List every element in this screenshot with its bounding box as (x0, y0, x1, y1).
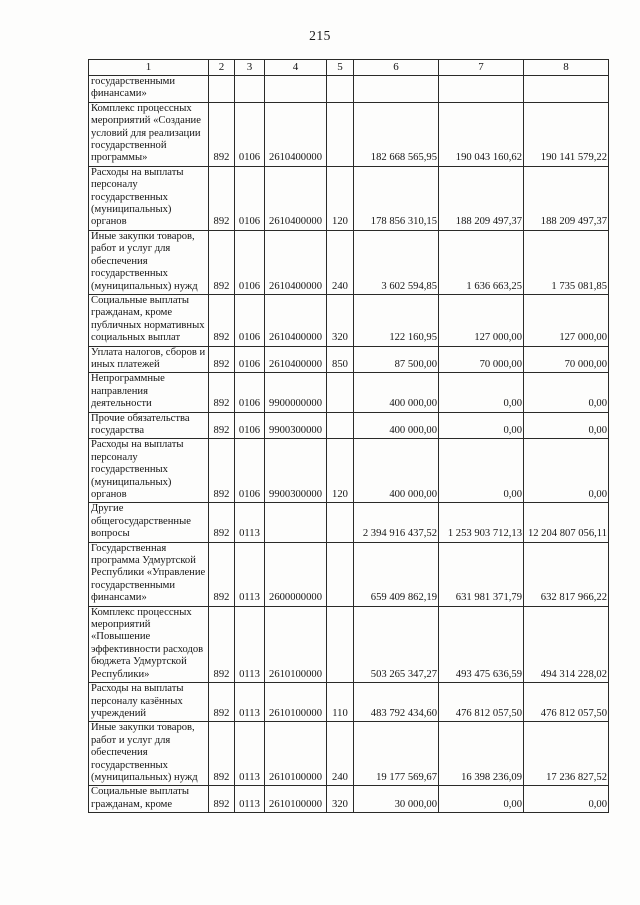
row-label-cell: Расходы на выплаты персоналу государственных (муниципальных) органов (89, 439, 209, 503)
row-label-cell: Непрограммные направления деятельности (89, 373, 209, 412)
expense-type-code-cell (327, 412, 354, 439)
section-code-cell: 0113 (235, 503, 265, 542)
section-code-cell: 0106 (235, 346, 265, 373)
amount-year1-cell: 400 000,00 (354, 439, 439, 503)
target-item-code-cell: 9900300000 (265, 439, 327, 503)
table-row (89, 76, 609, 103)
table-row (89, 102, 609, 166)
amount-year1-cell: 3 602 594,85 (354, 230, 439, 294)
amount-year1-cell: 87 500,00 (354, 346, 439, 373)
row-label-cell: Иные закупки товаров, работ и услуг для обеспечения государственных (муниципальных) нужд (89, 230, 209, 294)
row-label-cell: Социальные выплаты гражданам, кроме (89, 786, 209, 813)
target-item-code-cell: 2610400000 (265, 102, 327, 166)
amount-year3-cell: 70 000,00 (524, 346, 609, 373)
amount-year2-cell (439, 76, 524, 103)
target-item-code-cell (265, 76, 327, 103)
target-item-code-cell: 9900000000 (265, 373, 327, 412)
amount-year1-cell: 483 792 434,60 (354, 683, 439, 722)
table-row (89, 294, 609, 346)
section-code-cell: 0113 (235, 722, 265, 786)
section-code-cell: 0113 (235, 542, 265, 606)
section-code-cell: 0113 (235, 786, 265, 813)
table-row (89, 346, 609, 373)
section-code-cell: 0113 (235, 606, 265, 682)
amount-year2-cell: 70 000,00 (439, 346, 524, 373)
row-label-cell: Уплата налогов, сборов и иных платежей (89, 346, 209, 373)
target-item-code-cell: 2610100000 (265, 606, 327, 682)
table-row (89, 230, 609, 294)
column-header-4: 4 (265, 60, 327, 76)
column-header-5: 5 (327, 60, 354, 76)
amount-year3-cell: 494 314 228,02 (524, 606, 609, 682)
amount-year2-cell: 0,00 (439, 786, 524, 813)
amount-year3-cell: 17 236 827,52 (524, 722, 609, 786)
amount-year1-cell: 400 000,00 (354, 373, 439, 412)
page-number: 215 (309, 28, 331, 43)
amount-year1-cell: 400 000,00 (354, 412, 439, 439)
amount-year2-cell: 476 812 057,50 (439, 683, 524, 722)
grbs-code-cell: 892 (209, 294, 235, 346)
amount-year2-cell: 190 043 160,62 (439, 102, 524, 166)
section-code-cell: 0106 (235, 294, 265, 346)
table-row (89, 542, 609, 606)
grbs-code-cell: 892 (209, 786, 235, 813)
row-label-cell: Государственная программа Удмуртской Республики «Управление государственными финансами» (89, 542, 209, 606)
expense-type-code-cell (327, 102, 354, 166)
target-item-code-cell (265, 503, 327, 542)
amount-year3-cell: 0,00 (524, 786, 609, 813)
grbs-code-cell: 892 (209, 230, 235, 294)
amount-year2-cell: 188 209 497,37 (439, 166, 524, 230)
table-row (89, 166, 609, 230)
amount-year1-cell: 659 409 862,19 (354, 542, 439, 606)
target-item-code-cell: 2610400000 (265, 230, 327, 294)
row-label-cell: Социальные выплаты гражданам, кроме публичных нормативных социальных выплат (89, 294, 209, 346)
amount-year1-cell: 503 265 347,27 (354, 606, 439, 682)
row-label-cell: Другие общегосударственные вопросы (89, 503, 209, 542)
row-label-cell: Прочие обязательства государства (89, 412, 209, 439)
amount-year2-cell: 631 981 371,79 (439, 542, 524, 606)
row-label-cell: Расходы на выплаты персоналу казённых учреждений (89, 683, 209, 722)
expense-type-code-cell (327, 542, 354, 606)
column-header-8: 8 (524, 60, 609, 76)
amount-year2-cell: 0,00 (439, 412, 524, 439)
amount-year3-cell (524, 76, 609, 103)
target-item-code-cell: 9900300000 (265, 412, 327, 439)
expense-type-code-cell: 320 (327, 786, 354, 813)
row-label-cell: Комплекс процессных мероприятий «Повышение эффективности расходов бюджета Удмуртской Республики» (89, 606, 209, 682)
target-item-code-cell: 2610400000 (265, 166, 327, 230)
expense-type-code-cell: 110 (327, 683, 354, 722)
table-row (89, 412, 609, 439)
expense-type-code-cell (327, 606, 354, 682)
grbs-code-cell: 892 (209, 722, 235, 786)
table-row (89, 606, 609, 682)
amount-year3-cell: 12 204 807 056,11 (524, 503, 609, 542)
amount-year3-cell: 632 817 966,22 (524, 542, 609, 606)
grbs-code-cell: 892 (209, 683, 235, 722)
grbs-code-cell: 892 (209, 503, 235, 542)
table-header (89, 60, 609, 76)
amount-year3-cell: 0,00 (524, 412, 609, 439)
table-body (89, 76, 609, 813)
row-label-cell: государственными финансами» (89, 76, 209, 103)
grbs-code-cell: 892 (209, 166, 235, 230)
expense-type-code-cell: 240 (327, 722, 354, 786)
grbs-code-cell: 892 (209, 373, 235, 412)
amount-year1-cell: 2 394 916 437,52 (354, 503, 439, 542)
amount-year2-cell: 16 398 236,09 (439, 722, 524, 786)
target-item-code-cell: 2610100000 (265, 786, 327, 813)
amount-year2-cell: 0,00 (439, 373, 524, 412)
expense-type-code-cell: 120 (327, 166, 354, 230)
column-header-2: 2 (209, 60, 235, 76)
grbs-code-cell: 892 (209, 346, 235, 373)
section-code-cell: 0106 (235, 102, 265, 166)
column-header-7: 7 (439, 60, 524, 76)
grbs-code-cell: 892 (209, 542, 235, 606)
table-header-row (89, 60, 609, 76)
table-row (89, 503, 609, 542)
amount-year3-cell: 0,00 (524, 439, 609, 503)
amount-year3-cell: 1 735 081,85 (524, 230, 609, 294)
section-code-cell (235, 76, 265, 103)
table-row (89, 373, 609, 412)
target-item-code-cell: 2610100000 (265, 683, 327, 722)
table-row (89, 722, 609, 786)
section-code-cell: 0106 (235, 230, 265, 294)
section-code-cell: 0106 (235, 412, 265, 439)
amount-year3-cell: 190 141 579,22 (524, 102, 609, 166)
target-item-code-cell: 2610100000 (265, 722, 327, 786)
expense-type-code-cell (327, 76, 354, 103)
expense-type-code-cell: 320 (327, 294, 354, 346)
expense-type-code-cell: 120 (327, 439, 354, 503)
row-label-cell: Комплекс процессных мероприятий «Создание условий для реализации государственной программы» (89, 102, 209, 166)
target-item-code-cell: 2610400000 (265, 294, 327, 346)
amount-year2-cell: 493 475 636,59 (439, 606, 524, 682)
expense-type-code-cell (327, 503, 354, 542)
amount-year2-cell: 127 000,00 (439, 294, 524, 346)
amount-year2-cell: 1 636 663,25 (439, 230, 524, 294)
amount-year3-cell: 476 812 057,50 (524, 683, 609, 722)
amount-year3-cell: 127 000,00 (524, 294, 609, 346)
section-code-cell: 0106 (235, 439, 265, 503)
expense-type-code-cell: 240 (327, 230, 354, 294)
amount-year3-cell: 188 209 497,37 (524, 166, 609, 230)
grbs-code-cell: 892 (209, 439, 235, 503)
table-row (89, 786, 609, 813)
amount-year1-cell: 122 160,95 (354, 294, 439, 346)
grbs-code-cell: 892 (209, 606, 235, 682)
column-header-3: 3 (235, 60, 265, 76)
grbs-code-cell: 892 (209, 102, 235, 166)
budget-table (88, 59, 609, 813)
target-item-code-cell: 2610400000 (265, 346, 327, 373)
target-item-code-cell: 2600000000 (265, 542, 327, 606)
grbs-code-cell (209, 76, 235, 103)
amount-year1-cell: 30 000,00 (354, 786, 439, 813)
section-code-cell: 0106 (235, 166, 265, 230)
expense-type-code-cell (327, 373, 354, 412)
grbs-code-cell: 892 (209, 412, 235, 439)
table-row (89, 439, 609, 503)
column-header-1: 1 (89, 60, 209, 76)
amount-year1-cell: 178 856 310,15 (354, 166, 439, 230)
column-header-6: 6 (354, 60, 439, 76)
section-code-cell: 0106 (235, 373, 265, 412)
table-row (89, 683, 609, 722)
amount-year1-cell (354, 76, 439, 103)
section-code-cell: 0113 (235, 683, 265, 722)
expense-type-code-cell: 850 (327, 346, 354, 373)
amount-year2-cell: 0,00 (439, 439, 524, 503)
row-label-cell: Иные закупки товаров, работ и услуг для обеспечения государственных (муниципальных) нужд (89, 722, 209, 786)
amount-year1-cell: 182 668 565,95 (354, 102, 439, 166)
amount-year2-cell: 1 253 903 712,13 (439, 503, 524, 542)
amount-year1-cell: 19 177 569,67 (354, 722, 439, 786)
row-label-cell: Расходы на выплаты персоналу государственных (муниципальных) органов (89, 166, 209, 230)
amount-year3-cell: 0,00 (524, 373, 609, 412)
